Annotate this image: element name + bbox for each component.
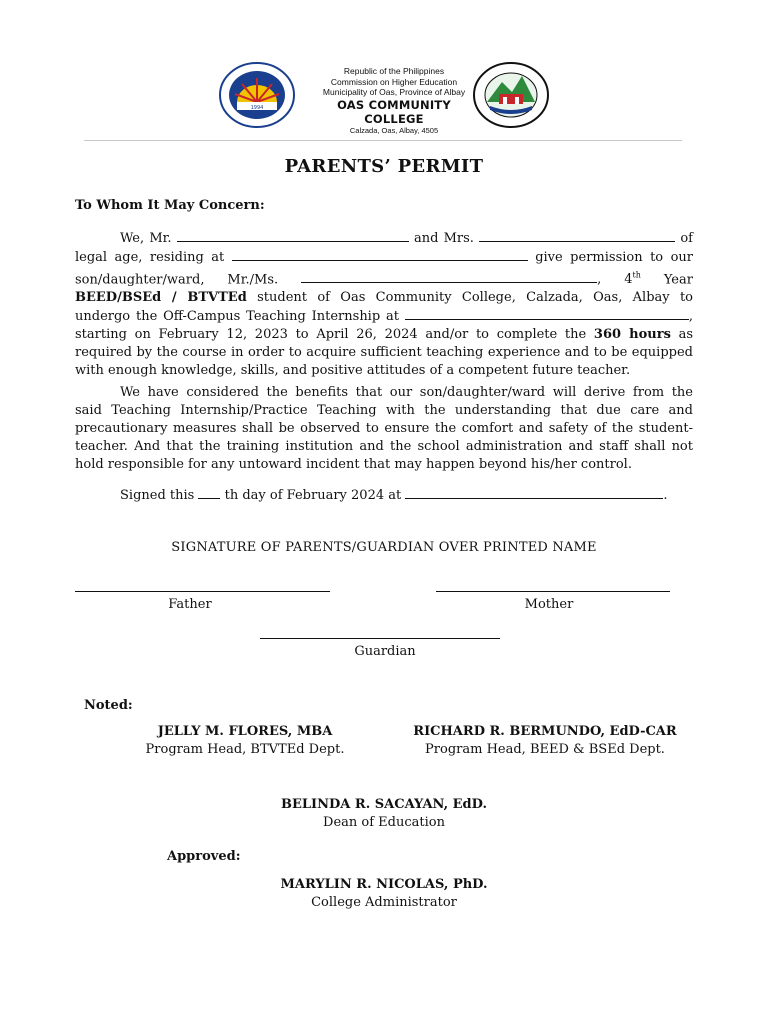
p2-line-4: teacher. And that the training institution and the school administration and staff shall not	[75, 439, 693, 454]
paragraph-signed	[75, 486, 693, 505]
college-seal-logo	[472, 62, 550, 128]
document-title: PARENTS’ PERMIT	[284, 156, 484, 177]
p3-line-1: Signed this th day of February 2024 at .	[120, 488, 668, 503]
administrator-official	[234, 876, 534, 912]
signature-heading: SIGNATURE OF PARENTS/GUARDIAN OVER PRINTED NAME	[171, 540, 597, 555]
p1-line-3: son/daughter/ward, Mr./Ms. , 4th Year	[75, 271, 693, 288]
guardian-signature-line[interactable]	[260, 638, 500, 639]
father-name-blank[interactable]	[177, 229, 409, 242]
p1-line-2: legal age, residing at give permission to our	[75, 250, 693, 265]
p2-line-1: We have considered the benefits that our son/daughter/ward will derive from the	[120, 385, 693, 400]
p1-line-6: starting on February 12, 2023 to April 26, 2024 and/or to complete the 360 hours as	[75, 327, 694, 343]
official-name: RICHARD R. BERMUNDO, EdD-CAR	[413, 724, 677, 739]
p1-line-8: with enough knowledge, skills, and positive attitudes of a competent future teacher.	[75, 363, 631, 379]
noted-right-official	[400, 723, 690, 759]
day-blank[interactable]	[198, 486, 220, 499]
header-commission: Commission on Higher Education	[330, 76, 458, 87]
residence-blank[interactable]	[232, 248, 528, 261]
hours-text: 360 hours	[593, 327, 671, 343]
mother-name-blank[interactable]	[479, 229, 675, 242]
official-position: Dean of Education	[323, 815, 445, 830]
official-position: College Administrator	[311, 895, 457, 910]
header-address: Calzada, Oas, Albay, 4505	[349, 125, 439, 135]
header-municipality: Municipality of Oas, Province of Albay	[322, 87, 466, 97]
approved-label: Approved:	[167, 849, 241, 864]
signing-place-blank[interactable]	[405, 486, 663, 499]
internship-site-blank[interactable]	[405, 307, 689, 320]
p1-line-7: required by the course in order to acquire sufficient teaching experience and to be equipped	[75, 345, 693, 361]
paragraph-permission	[75, 229, 693, 380]
official-position: Program Head, BEED & BSEd Dept.	[425, 742, 665, 757]
p1-line-1: We, Mr. and Mrs. of	[120, 231, 693, 246]
father-label: Father	[168, 597, 212, 612]
paragraph-benefits	[75, 384, 693, 474]
official-name: JELLY M. FLORES, MBA	[157, 724, 333, 739]
mother-label: Mother	[524, 597, 574, 612]
official-name: BELINDA R. SACAYAN, EdD.	[281, 797, 487, 812]
father-signature-line[interactable]	[75, 591, 330, 592]
letterhead-text	[314, 66, 474, 136]
programs-text: BEED/BSEd / BTVTEd	[75, 290, 247, 306]
p2-line-2: said Teaching Internship/Practice Teaching with the understanding that due care and	[75, 403, 693, 418]
salutation: To Whom It May Concern:	[75, 198, 265, 213]
letterhead	[218, 62, 548, 135]
guardian-label: Guardian	[354, 644, 416, 659]
p1-line-5: undergo the Off-Campus Teaching Internship at ,	[75, 309, 693, 325]
noted-left-official	[100, 723, 390, 759]
p2-line-3: precautionary measures shall be observed to ensure the comfort and safety of the student-	[75, 421, 693, 436]
official-position: Program Head, BTVTEd Dept.	[145, 742, 345, 757]
official-name: MARYLIN R. NICOLAS, PhD.	[280, 877, 488, 892]
student-name-blank[interactable]	[301, 270, 597, 283]
header-college-name: OAS COMMUNITY COLLEGE	[337, 97, 451, 126]
header-divider	[84, 140, 682, 141]
ched-seal-year: 1994	[250, 105, 264, 111]
noted-label: Noted:	[84, 698, 133, 713]
ched-seal-logo	[218, 62, 296, 128]
p2-line-5: hold responsible for any untoward incident that may happen beyond his/her control.	[75, 457, 632, 472]
mother-signature-line[interactable]	[436, 591, 670, 592]
header-republic: Republic of the Philippines	[343, 66, 445, 76]
dean-official	[234, 796, 534, 832]
p1-line-4: BEED/BSEd / BTVTEd student of Oas Community College, Calzada, Oas, Albay to	[75, 290, 693, 306]
